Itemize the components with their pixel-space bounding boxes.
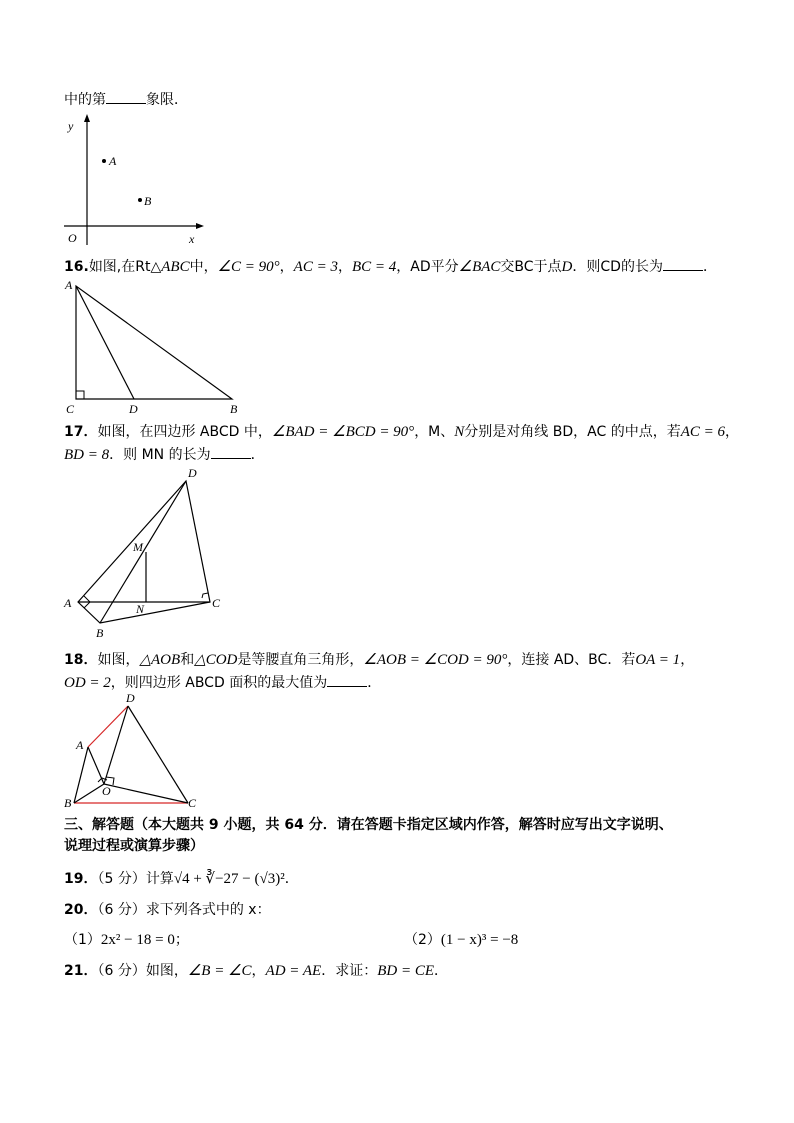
label-d: D [126,691,135,705]
q17-text: ，M、 [414,424,455,440]
segment-ab [74,747,88,803]
section-3-line2: 说理过程或演算步骤） [64,838,204,854]
q18-text-end: ． [367,675,382,691]
q21-number: 21． [64,963,98,979]
point-b-label: B [144,194,152,208]
q18-text: 是等腰直角三角形， [237,652,364,668]
label-c: C [188,796,197,810]
label-n: N [136,602,145,616]
q16-text: ， [337,259,352,275]
q17-math: BD = 8 [64,447,110,463]
label-c: C [212,596,221,610]
label-b: B [96,626,104,640]
q16-math: ∠C = 90° [217,259,280,275]
question-21 [64,962,448,980]
q16-math: AC = 3 [293,259,338,275]
label-m: M [133,540,143,554]
q16-text: ．则CD的长为 [572,259,663,275]
q18-text: ，则四边形 ABCD 面积的最大值为 [110,675,328,691]
q18-text: 如图， [97,652,140,668]
question-19 [64,870,299,888]
q20-number: 20． [64,902,98,918]
q16-text-end: ． [702,259,717,275]
q17-math: AC = 6 [680,424,725,440]
q20b-expression: (1 − x)³ = −8 [440,932,519,948]
q18-math: △COD [194,652,238,668]
section-3-line1: 三、解答题（本大题共 9 小题，共 64 分．请在答题卡指定区域内作答，解答时应写出文字说明、 [64,817,673,833]
segment-dc [128,706,188,803]
q16-text: ，AD平分 [396,259,459,275]
point-a-label: A [109,154,117,168]
q17-text: ， [725,424,739,440]
q20b-label: （2） [404,932,441,948]
q17-math: ∠BAD = ∠BCD = 90° [271,424,415,440]
q15-text-end: 象限． [146,92,188,108]
q16-math: D [561,259,573,275]
q21-math: AD = AE [265,963,322,979]
q17-text-end: ． [250,447,265,463]
q19-number: 19． [64,871,98,887]
label-a: A [64,596,72,610]
q20a-text-end: ； [174,932,189,948]
q18-math: ∠AOB = ∠COD = 90° [363,652,508,668]
label-d: D [188,466,197,480]
section-3-heading [64,816,673,834]
q16-text: 如图,在Rt△ [88,259,162,275]
q21-text: ．求证： [321,963,378,979]
q19-expression: √4 + ∛−27 − (√3)² [173,871,285,887]
q17-text: ．则 MN 的长为 [109,447,211,463]
segment-oc [104,784,188,803]
label-c: C [66,402,75,416]
q17-text: 分别是对角线 BD，AC 的中点，若 [464,424,681,440]
q21-text: ， [251,963,266,979]
q21-math: BD = CE [377,963,434,979]
q19-text-end: ． [284,871,299,887]
question-20-part2 [404,931,518,949]
q16-text: 交BC于点 [500,259,562,275]
question-20 [64,901,271,919]
q18-math: OD = 2 [64,675,111,691]
q17-math: N [454,424,465,440]
q16-math: ABC [161,259,190,275]
q18-text: ，连接 AD、BC．若 [507,652,636,668]
q16-text: ， [279,259,294,275]
label-b: B [230,402,238,416]
label-a: A [65,278,73,292]
question-20-part1 [64,931,189,949]
q16-number: 16. [64,259,89,275]
q21-math: ∠B = ∠C [187,963,252,979]
label-d: D [129,402,138,416]
q15-text: 中的第 [64,92,106,108]
y-label: y [68,119,74,133]
label-a: A [76,738,84,752]
q16-math: ∠BAC [458,259,501,275]
x-label: x [189,232,195,246]
q21-text-end: ． [434,963,448,979]
section-3-heading-line2 [64,837,204,855]
q20-text: （6 分）求下列各式中的 x： [97,902,271,918]
q18-text: 和 [180,652,195,668]
q18-math: OA = 1 [635,652,681,668]
q20a-expression: 2x² − 18 = 0 [100,932,175,948]
q21-text: （6 分）如图， [97,963,188,979]
origin-label: O [68,231,77,245]
q17-text: 如图，在四边形 ABCD 中， [97,424,272,440]
q16-text: 中， [189,259,218,275]
q20a-label: （1） [64,932,101,948]
q16-math: BC = 4 [351,259,397,275]
label-o: O [102,784,111,798]
q18-number: 18． [64,652,98,668]
q18-math: △AOB [139,652,181,668]
q19-text: （5 分）计算 [97,871,174,887]
label-b: B [64,796,72,810]
q18-text: ， [680,652,695,668]
q17-number: 17． [64,424,98,440]
